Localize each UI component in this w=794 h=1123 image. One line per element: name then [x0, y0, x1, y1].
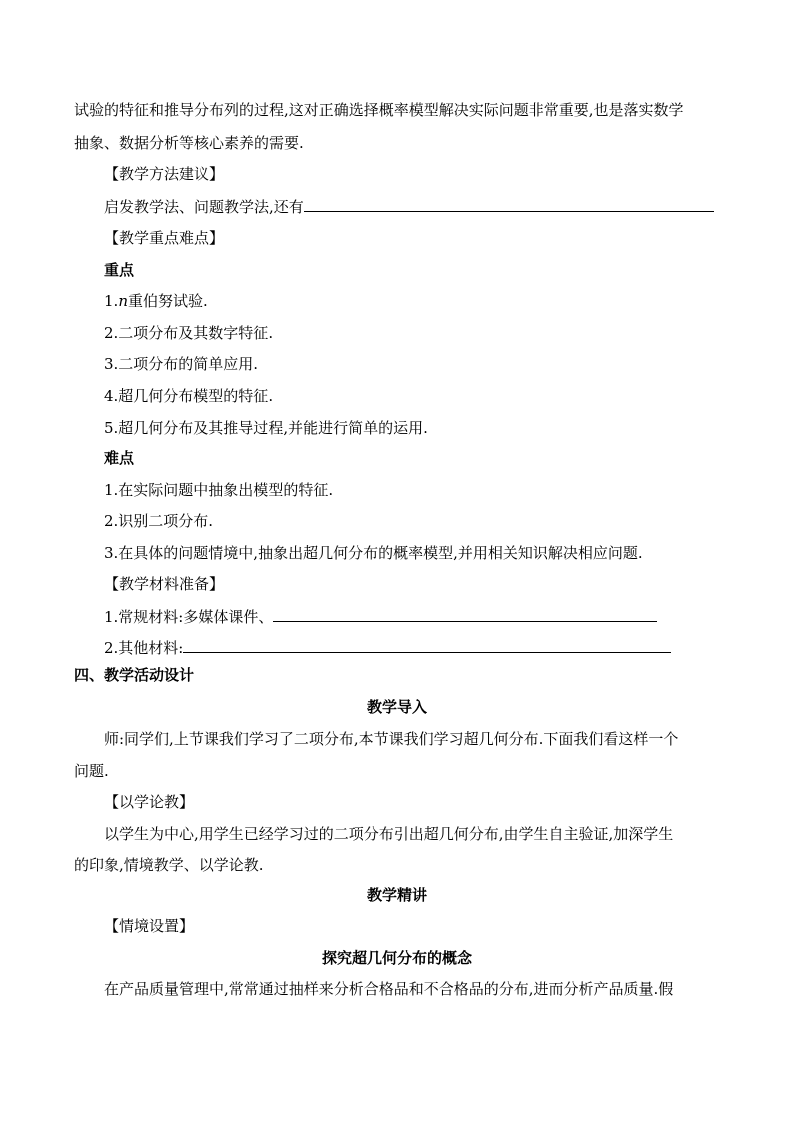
section-4-heading: 四、教学活动设计 [74, 666, 195, 684]
teaching-method-label: 启发教学法、问题教学法,还有 [104, 198, 304, 216]
zhongdian-item-3: 3.二项分布的简单应用. [104, 355, 259, 373]
explore-title: 探究超几何分布的概念 [321, 949, 472, 967]
jingjiang-title: 教学精讲 [366, 886, 427, 904]
zhongdian-item-5: 5.超几何分布及其推导过程,并能进行简单的运用. [104, 419, 428, 437]
materials-heading: 【教学材料准备】 [104, 575, 225, 593]
zhongdian-item-1-var: n [118, 292, 128, 310]
teaching-method-blank [304, 196, 714, 212]
materials-item-2-blank [183, 637, 671, 653]
materials-item-1-label: 1.常规材料:多媒体课件、 [104, 608, 274, 626]
yixue-heading: 【以学论教】 [104, 793, 195, 811]
nandian-item-3: 3.在具体的问题情境中,抽象出超几何分布的概率模型,并用相关知识解决相应问题. [104, 544, 643, 562]
materials-item-1 [104, 606, 657, 626]
zhongdian-item-1 [104, 291, 208, 311]
nandian-label: 难点 [104, 449, 135, 467]
qingjing-heading: 【情境设置】 [104, 917, 195, 935]
key-points-heading: 【教学重点难点】 [104, 229, 225, 247]
zhongdian-item-1-num: 1. [104, 292, 119, 310]
teaching-method-heading: 【教学方法建议】 [104, 165, 225, 183]
nandian-item-2: 2.识别二项分布. [104, 512, 214, 530]
teacher-line-2: 问题. [74, 762, 109, 780]
nandian-item-1: 1.在实际问题中抽象出模型的特征. [104, 481, 334, 499]
yixue-line-2: 的印象,情境教学、以学论教. [74, 856, 264, 874]
intro-line-1: 试验的特征和推导分布列的过程,这对正确选择概率模型解决实际问题非常重要,也是落实数学 [74, 101, 684, 119]
materials-item-2 [104, 637, 671, 657]
last-line: 在产品质量管理中,常常通过抽样来分析合格品和不合格品的分布,进而分析产品质量.假 [104, 980, 674, 998]
intro-line-2: 抽象、数据分析等核心素养的需要. [74, 134, 304, 152]
zhongdian-label: 重点 [104, 261, 135, 279]
teaching-method-text [104, 196, 714, 216]
materials-item-1-blank [273, 606, 657, 622]
materials-item-2-label: 2.其他材料: [104, 639, 184, 657]
yixue-line-1: 以学生为中心,用学生已经学习过的二项分布引出超几何分布,由学生自主验证,加深学生 [104, 825, 674, 843]
zhongdian-item-1-text: 重伯努试验. [127, 292, 208, 310]
teacher-line-1: 师:同学们,上节课我们学习了二项分布,本节课我们学习超几何分布.下面我们看这样一个 [104, 730, 679, 748]
intro-title: 教学导入 [366, 698, 427, 716]
zhongdian-item-2: 2.二项分布及其数字特征. [104, 324, 274, 342]
zhongdian-item-4: 4.超几何分布模型的特征. [104, 387, 274, 405]
